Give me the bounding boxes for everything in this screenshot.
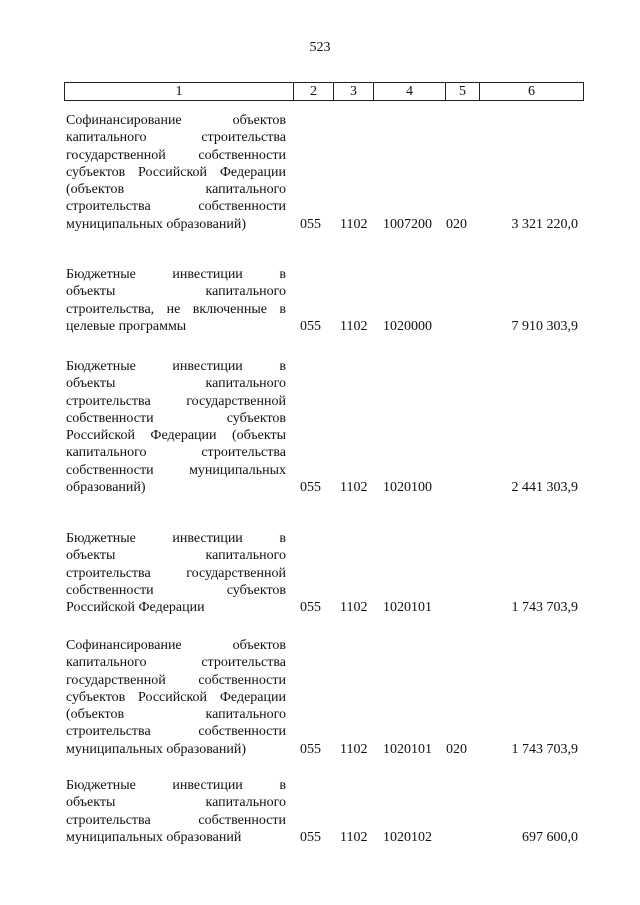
description-line: Бюджетные инвестиции в	[66, 359, 286, 374]
description-line: собственности муниципальных	[66, 462, 286, 478]
description-line: строительства государственной	[66, 393, 286, 409]
row-description	[66, 266, 286, 335]
description-line: целевые программы	[66, 318, 187, 334]
description-line: строительства собственности	[66, 199, 286, 215]
description-line: строительства государственной	[66, 565, 286, 581]
cell-col3: 1102	[340, 318, 368, 334]
description-line: объекты капитального	[66, 376, 286, 392]
description-line: муниципальных образований	[66, 829, 242, 845]
description-line: Бюджетные инвестиции в	[66, 531, 286, 546]
cell-col3: 1102	[340, 480, 368, 496]
description-line: Российской Федерации	[66, 600, 205, 616]
cell-col2: 055	[300, 318, 321, 334]
header-col-2: 2	[294, 83, 334, 100]
header-col-1: 1	[65, 83, 294, 100]
cell-col6: 697 600,0	[522, 829, 578, 845]
description-line: Бюджетные инвестиции в	[66, 267, 286, 282]
description-line: муниципальных образований)	[66, 216, 246, 232]
description-line: государственной собственности	[66, 672, 286, 688]
cell-col3: 1102	[340, 600, 368, 616]
cell-col3: 1102	[340, 829, 368, 845]
cell-col3: 1102	[340, 216, 368, 232]
description-line: собственности субъектов	[66, 410, 286, 426]
page-number: 523	[309, 40, 331, 55]
cell-col6: 1 743 703,9	[511, 600, 578, 616]
description-line: субъектов Российской Федерации	[66, 689, 286, 705]
description-line: строительства, не включенные в	[66, 301, 286, 317]
header-col-6: 6	[528, 84, 535, 99]
description-line: капитального строительства	[66, 445, 286, 461]
description-line: собственности субъектов	[66, 582, 286, 598]
description-line: Российской Федерации (объекты	[66, 428, 286, 444]
description-line: субъектов Российской Федерации	[66, 164, 286, 180]
cell-col4: 1020102	[383, 829, 432, 845]
description-line: государственной собственности	[66, 147, 286, 163]
cell-col3: 1102	[340, 741, 368, 757]
row-description	[66, 530, 286, 616]
cell-col6: 1 743 703,9	[511, 741, 578, 757]
cell-col2: 055	[300, 600, 321, 616]
description-line: образований)	[66, 480, 146, 496]
description-line: объекты капитального	[66, 795, 286, 811]
header-col-3: 3	[334, 83, 374, 100]
description-line: строительства собственности	[66, 812, 286, 828]
description-line: (объектов капитального	[66, 707, 286, 723]
cell-col2: 055	[300, 741, 321, 757]
cell-col6: 2 441 303,9	[511, 480, 578, 496]
cell-col5: 020	[446, 741, 467, 757]
header-col-5: 5	[446, 83, 480, 100]
cell-col4: 1007200	[383, 216, 432, 232]
cell-col2: 055	[300, 480, 321, 496]
cell-col4: 1020101	[383, 600, 432, 616]
description-line: объекты капитального	[66, 548, 286, 564]
row-description	[66, 358, 286, 496]
description-line: Софинансирование объектов	[66, 638, 286, 653]
description-line: объекты капитального	[66, 284, 286, 300]
row-description	[66, 777, 286, 846]
description-line: капитального строительства	[66, 130, 286, 146]
row-description	[66, 112, 286, 233]
cell-col4: 1020100	[383, 480, 432, 496]
description-line: строительства собственности	[66, 724, 286, 740]
header-col-4: 4	[374, 83, 446, 100]
description-line: капитального строительства	[66, 655, 286, 671]
cell-col4: 1020000	[383, 318, 432, 334]
cell-col4: 1020101	[383, 741, 432, 757]
description-line: муниципальных образований)	[66, 741, 246, 757]
cell-col2: 055	[300, 829, 321, 845]
cell-col2: 055	[300, 216, 321, 232]
row-description	[66, 637, 286, 758]
cell-col6: 3 321 220,0	[511, 216, 578, 232]
description-line: Бюджетные инвестиции в	[66, 778, 286, 793]
description-line: Софинансирование объектов	[66, 113, 286, 128]
description-line: (объектов капитального	[66, 182, 286, 198]
cell-col6: 7 910 303,9	[511, 318, 578, 334]
cell-col5: 020	[446, 216, 467, 232]
